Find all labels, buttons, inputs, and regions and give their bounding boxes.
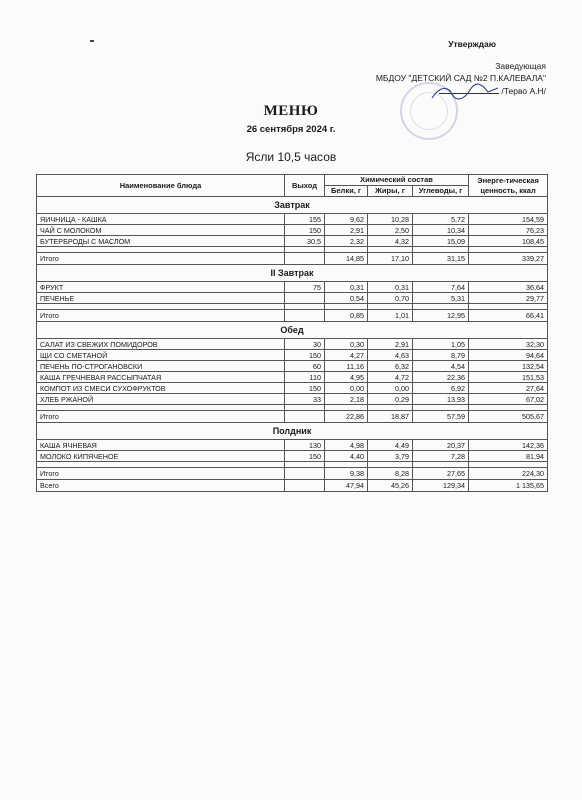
dish-fat: 4,63: [368, 350, 413, 361]
dish-name: ЧАЙ С МОЛОКОМ: [37, 225, 285, 236]
table-row: [37, 394, 548, 405]
total-carbs: 27,65: [413, 468, 469, 480]
total-row: [37, 253, 548, 265]
total-fat: 1,01: [368, 310, 413, 322]
total-protein: 0,85: [325, 310, 368, 322]
dish-name: КАША ЯЧНЕВАЯ: [37, 440, 285, 451]
approval-signer: /Терво А.Н/: [501, 85, 546, 96]
dish-yield: 150: [285, 225, 325, 236]
table-row: [37, 282, 548, 293]
dish-carbs: 13,93: [413, 394, 469, 405]
total-label: Итого: [37, 253, 285, 265]
dish-yield: 150: [285, 383, 325, 394]
empty-cell: [285, 253, 325, 265]
header-energy: Энерге-тическая ценность, ккал: [469, 175, 548, 197]
grand-total-fat: 45,26: [368, 480, 413, 492]
dish-carbs: 22,36: [413, 372, 469, 383]
total-fat: 17,10: [368, 253, 413, 265]
table-row: [37, 225, 548, 236]
document-date: 26 сентября 2024 г.: [246, 124, 336, 135]
table-row: [37, 372, 548, 383]
table-row: [37, 350, 548, 361]
table-row: [37, 361, 548, 372]
table-row: [37, 293, 548, 304]
dish-protein: 4,98: [325, 440, 368, 451]
dish-carbs: 8,79: [413, 350, 469, 361]
approval-heading: Утверждаю: [448, 39, 496, 49]
total-fat: 18,87: [368, 411, 413, 423]
section-row: [37, 423, 548, 440]
total-label: Итого: [37, 310, 285, 322]
dish-fat: 2,91: [368, 339, 413, 350]
table-row: [37, 339, 548, 350]
dish-protein: 2,18: [325, 394, 368, 405]
empty-cell: [285, 310, 325, 322]
section-row: [37, 322, 548, 339]
dish-name: КАША ГРЕЧНЕВАЯ РАССЫПЧАТАЯ: [37, 372, 285, 383]
dish-kcal: 67,02: [469, 394, 548, 405]
dish-kcal: 94,64: [469, 350, 548, 361]
grand-total-row: [37, 480, 548, 492]
approval-organization: МБДОУ "ДЕТСКИЙ САД №2 П.КАЛЕВАЛА": [375, 73, 546, 83]
dish-kcal: 29,77: [469, 293, 548, 304]
dish-yield: 33: [285, 394, 325, 405]
dish-fat: 4,72: [368, 372, 413, 383]
section-row: [37, 265, 548, 282]
header-fat: Жиры, г: [368, 186, 413, 197]
dish-yield: [285, 293, 325, 304]
dish-fat: 10,28: [368, 214, 413, 225]
total-fat: 8,28: [368, 468, 413, 480]
table-row: [37, 383, 548, 394]
dish-protein: 4,27: [325, 350, 368, 361]
grand-total-kcal: 1 135,65: [469, 480, 548, 492]
scan-mark: [90, 40, 94, 42]
dish-yield: 30,5: [285, 236, 325, 247]
total-row: [37, 310, 548, 322]
header-dish: Наименование блюда: [37, 175, 285, 197]
dish-kcal: 81,94: [469, 451, 548, 462]
dish-fat: 4,49: [368, 440, 413, 451]
total-row: [37, 468, 548, 480]
dish-kcal: 132,54: [469, 361, 548, 372]
dish-kcal: 36,64: [469, 282, 548, 293]
dish-yield: 75: [285, 282, 325, 293]
total-carbs: 31,15: [413, 253, 469, 265]
dish-name: САЛАТ ИЗ СВЕЖИХ ПОМИДОРОВ: [37, 339, 285, 350]
section-title: Завтрак: [37, 197, 548, 214]
dish-yield: 150: [285, 451, 325, 462]
dish-protein: 0,00: [325, 383, 368, 394]
total-label: Итого: [37, 411, 285, 423]
dish-name: ЩИ СО СМЕТАНОЙ: [37, 350, 285, 361]
dish-fat: 4,32: [368, 236, 413, 247]
dish-carbs: 7,64: [413, 282, 469, 293]
dish-carbs: 1,05: [413, 339, 469, 350]
dish-protein: 4,40: [325, 451, 368, 462]
total-kcal: 505,67: [469, 411, 548, 423]
section-title: Полдник: [37, 423, 548, 440]
dish-kcal: 154,59: [469, 214, 548, 225]
total-protein: 9,38: [325, 468, 368, 480]
dish-carbs: 6,92: [413, 383, 469, 394]
dish-yield: 155: [285, 214, 325, 225]
signature-icon: [430, 82, 500, 102]
table-row: [37, 440, 548, 451]
dish-carbs: 5,31: [413, 293, 469, 304]
section-row: [37, 197, 548, 214]
dish-yield: 30: [285, 339, 325, 350]
dish-fat: 3,79: [368, 451, 413, 462]
section-title: Обед: [37, 322, 548, 339]
dish-protein: 11,16: [325, 361, 368, 372]
menu-table: [36, 174, 548, 492]
dish-name: МОЛОКО КИПЯЧЕНОЕ: [37, 451, 285, 462]
dish-carbs: 7,28: [413, 451, 469, 462]
dish-fat: 2,50: [368, 225, 413, 236]
dish-name: БУТЕРБРОДЫ С МАСЛОМ: [37, 236, 285, 247]
header-chemical: Химический состав: [325, 175, 469, 186]
dish-yield: 110: [285, 372, 325, 383]
dish-fat: 0,29: [368, 394, 413, 405]
empty-cell: [285, 468, 325, 480]
grand-total-carbs: 129,34: [413, 480, 469, 492]
dish-protein: 0,30: [325, 339, 368, 350]
document-title: МЕНЮ: [263, 103, 319, 119]
total-protein: 14,85: [325, 253, 368, 265]
dish-kcal: 142,36: [469, 440, 548, 451]
dish-kcal: 76,23: [469, 225, 548, 236]
dish-fat: 6,32: [368, 361, 413, 372]
dish-protein: 2,32: [325, 236, 368, 247]
dish-kcal: 108,45: [469, 236, 548, 247]
total-carbs: 57,59: [413, 411, 469, 423]
empty-cell: [285, 480, 325, 492]
total-kcal: 339,27: [469, 253, 548, 265]
dish-carbs: 20,37: [413, 440, 469, 451]
dish-carbs: 4,54: [413, 361, 469, 372]
dish-yield: 150: [285, 350, 325, 361]
dish-fat: 0,00: [368, 383, 413, 394]
dish-name: ХЛЕБ РЖАНОЙ: [37, 394, 285, 405]
total-protein: 22,86: [325, 411, 368, 423]
dish-yield: 130: [285, 440, 325, 451]
total-row: [37, 411, 548, 423]
dish-carbs: 15,09: [413, 236, 469, 247]
dish-kcal: 151,53: [469, 372, 548, 383]
header-yield: Выход: [285, 175, 325, 197]
dish-fat: 0,70: [368, 293, 413, 304]
dish-name: ПЕЧЕНЬЕ: [37, 293, 285, 304]
approval-position: Заведующая: [495, 60, 546, 71]
dish-protein: 4,95: [325, 372, 368, 383]
grand-total-label: Всего: [37, 480, 285, 492]
dish-name: КОМПОТ ИЗ СМЕСИ СУХОФРУКТОВ: [37, 383, 285, 394]
total-carbs: 12,95: [413, 310, 469, 322]
dish-carbs: 5,72: [413, 214, 469, 225]
menu-table-body: [37, 197, 548, 492]
dish-name: ПЕЧЕНЬ ПО-СТРОГАНОВСКИ: [37, 361, 285, 372]
total-kcal: 224,30: [469, 468, 548, 480]
header-protein: Белки, г: [325, 186, 368, 197]
table-row: [37, 451, 548, 462]
dish-kcal: 32,30: [469, 339, 548, 350]
dish-protein: 0,31: [325, 282, 368, 293]
document-group: Ясли 10,5 часов: [245, 150, 337, 164]
empty-cell: [285, 411, 325, 423]
dish-name: ФРУКТ: [37, 282, 285, 293]
dish-fat: 0,31: [368, 282, 413, 293]
dish-name: ЯИЧНИЦА - КАШКА: [37, 214, 285, 225]
table-row: [37, 214, 548, 225]
header-carbs: Углеводы, г: [413, 186, 469, 197]
dish-protein: 2,91: [325, 225, 368, 236]
table-row: [37, 236, 548, 247]
dish-yield: 60: [285, 361, 325, 372]
dish-protein: 0,54: [325, 293, 368, 304]
dish-protein: 9,62: [325, 214, 368, 225]
total-kcal: 66,41: [469, 310, 548, 322]
dish-kcal: 27,64: [469, 383, 548, 394]
section-title: II Завтрак: [37, 265, 548, 282]
dish-carbs: 10,34: [413, 225, 469, 236]
grand-total-protein: 47,94: [325, 480, 368, 492]
total-label: Итого: [37, 468, 285, 480]
